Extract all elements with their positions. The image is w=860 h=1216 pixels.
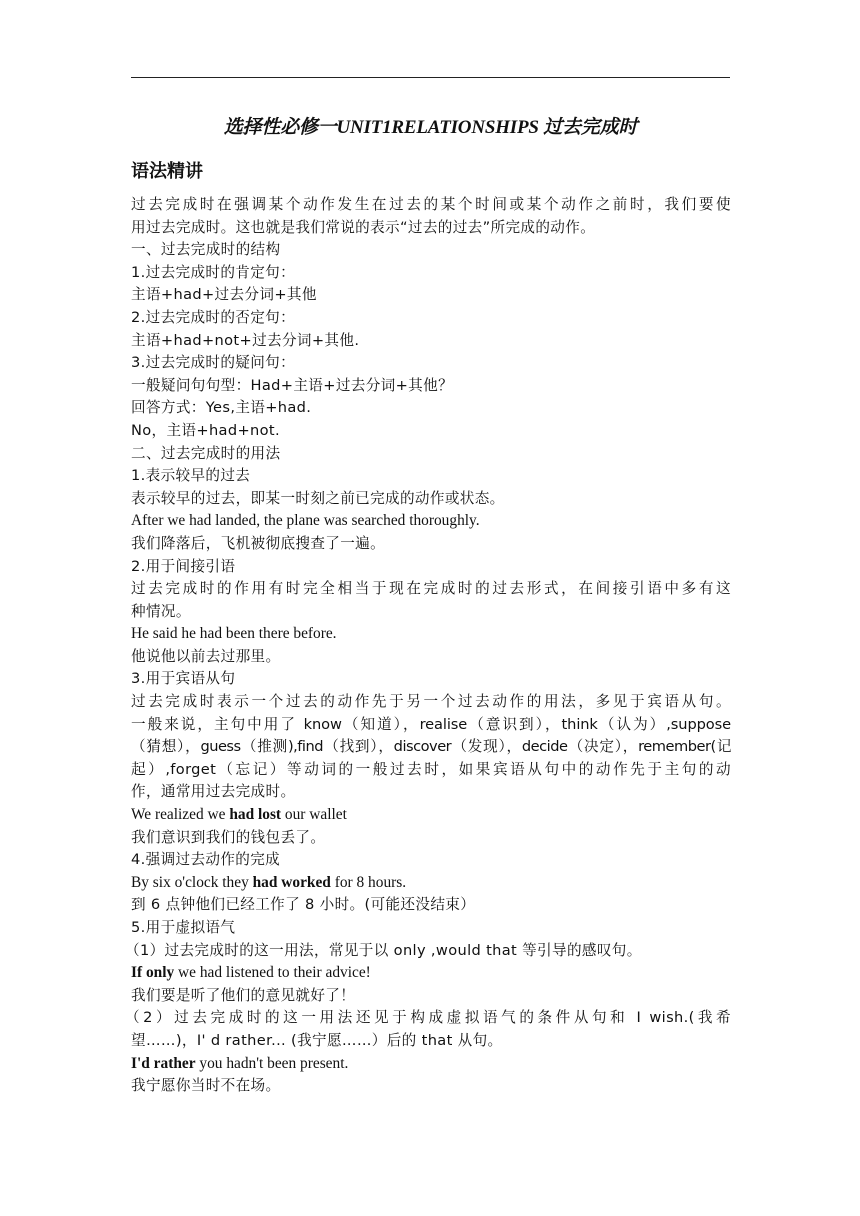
intro-line-1: 过去完成时在强调某个动作发生在过去的某个时间或某个动作之前时，我们要使 xyxy=(131,196,731,213)
document-body xyxy=(125,194,731,1098)
usage-3-example-after: our wallet xyxy=(281,806,347,824)
usage-5-example-1 xyxy=(131,962,731,985)
usage-5-example-2-after: you hadn't been present. xyxy=(195,1054,349,1072)
usage-1-description: 表示较早的过去，即某一时刻之前已完成的动作或状态。 xyxy=(131,489,505,507)
usage-1-heading: 1.表示较早的过去 xyxy=(131,467,251,485)
usage-5-example-2-emphasis: I'd rather xyxy=(131,1054,196,1072)
structure-affirmative-heading: 1.过去完成时的肯定句： xyxy=(131,263,296,281)
usage-1-example: After we had landed, the plane was searched thoroughly. xyxy=(131,512,480,530)
usage-2-description-1: 过去完成时的作用有时完全相当于现在完成时的过去形式，在间接引语中多有这 xyxy=(131,580,731,598)
usage-3-translation: 我们意识到我们的钱包丢了。 xyxy=(131,828,326,846)
usage-3-description-5: 作，通常用过去完成时。 xyxy=(131,783,296,801)
usage-3-description-4: 起）,forget（忘记）等动词的一般过去时，如果宾语从句中的动作先于主句的动 xyxy=(131,760,731,778)
structure-negative-heading: 2.过去完成时的否定句： xyxy=(131,308,296,326)
header-rule xyxy=(131,77,730,78)
document-title: 选择性必修一UNIT1RELATIONSHIPS 过去完成时 xyxy=(223,117,638,138)
usage-5-point-2-line-1: （2）过去完成时的这一用法还见于构成虚拟语气的条件从句和 I wish.(我希 xyxy=(125,1009,731,1027)
usage-3-description-2: 一般来说，主句中用了 know（知道），realise（意识到），think（认为）,suppose xyxy=(131,715,731,733)
heading-structure: 一、过去完成时的结构 xyxy=(131,241,281,259)
usage-4-heading: 4.强调过去动作的完成 xyxy=(131,851,281,869)
usage-1-translation: 我们降落后，飞机被彻底搜查了一遍。 xyxy=(131,534,386,552)
usage-3-example xyxy=(131,804,731,827)
structure-question-answer: 回答方式：Yes,主语+had. xyxy=(131,399,312,417)
structure-negative-formula: 主语+had+not+过去分词+其他. xyxy=(131,331,360,349)
structure-question-heading: 3.过去完成时的疑问句： xyxy=(131,354,296,372)
usage-5-translation-2: 我宁愿你当时不在场。 xyxy=(131,1077,281,1095)
usage-3-description-3: （猜想），guess（推测),find（找到），discover（发现），decide（决定），remember(记 xyxy=(131,738,731,756)
usage-4-example xyxy=(131,872,731,895)
usage-5-example-2 xyxy=(131,1053,731,1076)
usage-3-description-1: 过去完成时表示一个过去的动作先于另一个过去动作的用法，多见于宾语从句。 xyxy=(131,693,731,711)
usage-5-point-1: （1）过去完成时的这一用法，常见于以 only ,would that 等引导的感叹句。 xyxy=(125,941,642,959)
usage-5-translation-1: 我们要是听了他们的意见就好了！ xyxy=(131,986,356,1004)
usage-3-heading: 3.用于宾语从句 xyxy=(131,670,236,688)
intro-line-2: 用过去完成时。这也就是我们常说的表示“过去的过去”所完成的动作。 xyxy=(131,218,596,236)
usage-4-example-emphasis: had worked xyxy=(252,873,331,891)
structure-affirmative-formula: 主语+had+过去分词+其他 xyxy=(131,286,317,304)
section-heading: 语法精讲 xyxy=(131,161,203,182)
usage-4-example-before: By six o'clock they xyxy=(131,873,253,891)
structure-question-answer-no: No，主语+had+not. xyxy=(131,421,280,439)
usage-2-description-2: 种情况。 xyxy=(131,602,191,620)
structure-question-formula: 一般疑问句句型：Had+主语+过去分词+其他？ xyxy=(131,376,454,394)
usage-2-heading: 2.用于间接引语 xyxy=(131,557,236,575)
usage-5-point-2-line-2: 望……)，I' d rather... (我宁愿……）后的 that 从句。 xyxy=(131,1031,503,1049)
usage-5-example-1-emphasis: If only xyxy=(131,964,175,982)
usage-5-example-1-after: we had listened to their advice! xyxy=(174,964,371,982)
usage-5-heading: 5.用于虚拟语气 xyxy=(131,919,236,936)
usage-4-example-after: for 8 hours. xyxy=(330,873,407,891)
usage-3-example-emphasis: had lost xyxy=(229,806,282,824)
usage-2-translation: 他说他以前去过那里。 xyxy=(131,647,281,665)
usage-4-translation: 到 6 点钟他们已经工作了 8 小时。(可能还没结束） xyxy=(131,896,476,914)
usage-2-example: He said he had been there before. xyxy=(131,625,337,643)
heading-usage: 二、过去完成时的用法 xyxy=(131,444,281,462)
usage-3-example-before: We realized we xyxy=(131,806,230,824)
